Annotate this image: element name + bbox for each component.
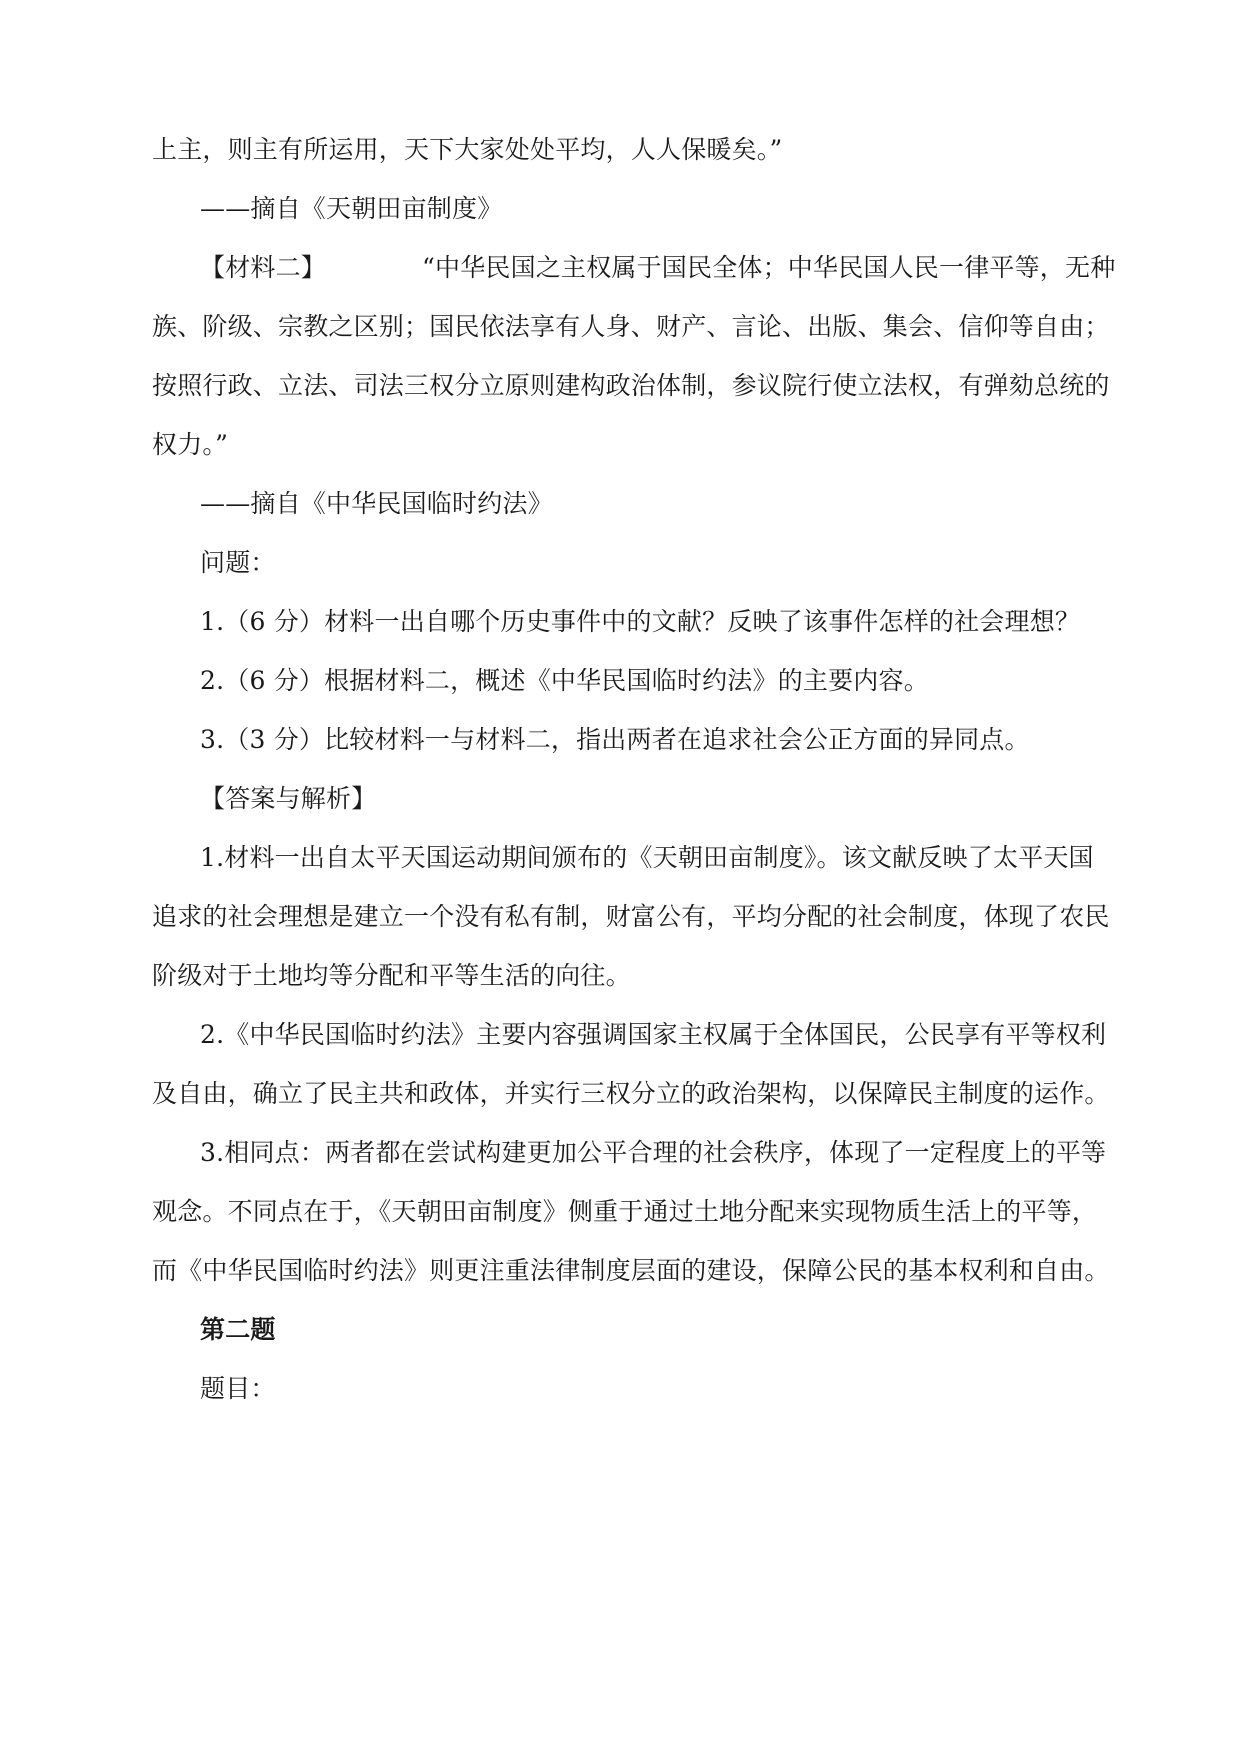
answer-3-line1: 3.相同点：两者都在尝试构建更加公平合理的社会秩序，体现了一定程度上的平等: [200, 1138, 1107, 1167]
material-one-closing-line: 上主，则主有所运用，天下大家处处平均，人人保暖矣。”: [152, 135, 783, 164]
answer-2-line2: 及自由，确立了民主共和政体，并实行三权分立的政治架构，以保障民主制度的运作。: [152, 1079, 1110, 1108]
answer-1-line1: 1.材料一出自太平天国运动期间颁布的《天朝田亩制度》。该文献反映了太平天国: [200, 843, 1094, 872]
answer-2-line1: 2.《中华民国临时约法》主要内容强调国家主权属于全体国民，公民享有平等权利: [200, 1020, 1107, 1049]
answer-3-line2: 观念。不同点在于，《天朝田亩制度》侧重于通过土地分配来实现物质生活上的平等，: [152, 1197, 1098, 1226]
material-two-source: ——摘自《中华民国临时约法》: [200, 489, 553, 518]
question-1: 1.（6 分）材料一出自哪个历史事件中的文献？反映了该事件怎样的社会理想？: [200, 607, 1081, 636]
section-two-title: 第二题: [200, 1315, 276, 1344]
material-two-text-line3: 按照行政、立法、司法三权分立原则建构政治体制，参议院行使立法权，有弹劾总统的: [152, 371, 1110, 400]
question-2: 2.（6 分）根据材料二，概述《中华民国临时约法》的主要内容。: [200, 666, 929, 695]
material-two-text-line2: 族、阶级、宗教之区别；国民依法享有人身、财产、言论、出版、集会、信仰等自由；: [152, 312, 1110, 341]
answer-3-line3: 而《中华民国临时约法》则更注重法律制度层面的建设，保障公民的基本权利和自由。: [152, 1256, 1110, 1285]
material-two-first-line: [200, 250, 1116, 286]
question-3: 3.（3 分）比较材料一与材料二，指出两者在追求社会公正方面的异同点。: [200, 725, 1030, 754]
section-two-question-label: 题目：: [200, 1374, 276, 1403]
material-one-source: ——摘自《天朝田亩制度》: [200, 194, 503, 223]
answer-section-label: 【答案与解析】: [200, 784, 377, 813]
answer-1-line3: 阶级对于土地均等分配和平等生活的向往。: [152, 961, 631, 990]
material-two-text-line4: 权力。”: [152, 430, 229, 459]
answer-1-line2: 追求的社会理想是建立一个没有私有制，财富公有，平均分配的社会制度，体现了农民: [152, 902, 1110, 931]
material-two-label: 【材料二】: [200, 253, 327, 282]
questions-label: 问题：: [200, 548, 276, 577]
material-two-text-line1: “中华民国之主权属于国民全体；中华民国人民一律平等，无种: [422, 253, 1116, 282]
